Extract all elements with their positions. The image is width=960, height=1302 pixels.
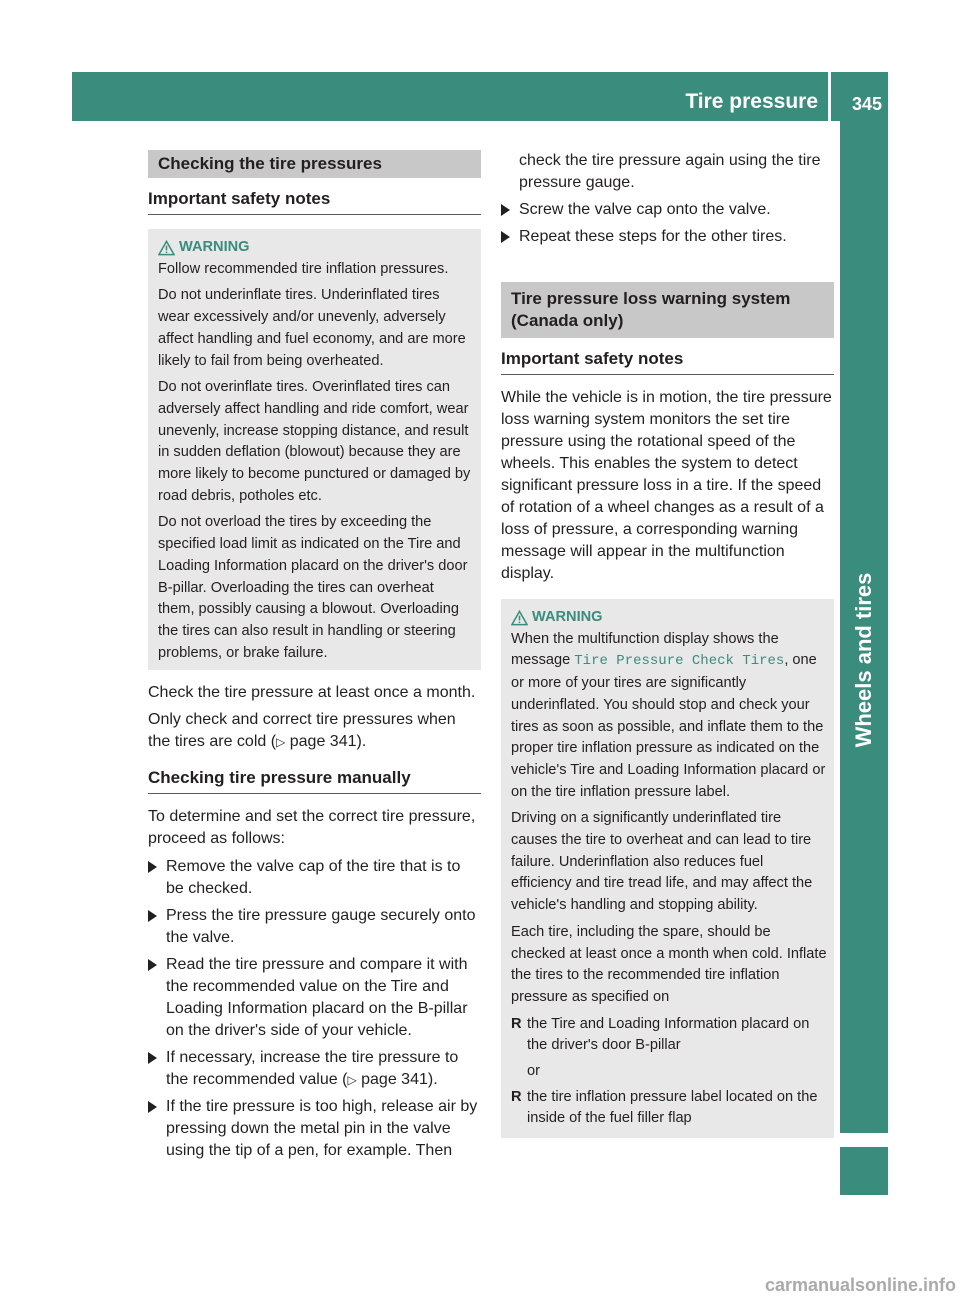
page-ref-arrow-icon: ▷ (276, 735, 286, 750)
warning-title (511, 607, 827, 629)
step-list (501, 199, 834, 248)
step-text: Press the tire pressure gauge securely onto the valve. (166, 907, 476, 947)
paragraph-intro: To determine and set the correct tire pressure, proceed as follows: (148, 808, 476, 848)
bullet-text: the Tire and Loading Information placard on the driver's door B-pillar (527, 1015, 810, 1054)
warning-paragraph: Do not overload the tires by exceeding the specified load limit as indicated on the Tire and Loading Information placard on the driver's door B-pillar. Overloading the tires can overheat them, possibly causing a blowout. Overloading the tires can also result in handling or steering problems, or brake failure. (158, 514, 468, 661)
step-arrow-icon (148, 910, 157, 922)
page-number: 345 (851, 94, 882, 114)
step-item (148, 954, 481, 1042)
warning-title (158, 237, 474, 259)
warning-title-text: WARNING (179, 239, 250, 255)
page-reference-link[interactable]: page 341). (289, 733, 367, 751)
subhead-safety-notes: Important safety notes (501, 348, 834, 375)
step-text: Read the tire pressure and compare it with the recommended value on the Tire and Loading Information placard on the B-pillar on the driver's side of your vehicle. (166, 956, 468, 1040)
step-item (148, 905, 481, 949)
header-title: Tire pressure (685, 90, 818, 113)
warning-triangle-icon (511, 610, 528, 626)
step-arrow-icon (148, 1052, 157, 1064)
warning-paragraph: Do not underinflate tires. Underinflated tires wear excessively and/or unevenly, adversely affect handling and fuel economy, and are more likely to fail from being overheated. (158, 287, 466, 369)
bullet-icon: R (511, 1015, 522, 1032)
warning-title-text: WARNING (532, 609, 603, 625)
warning-triangle-icon (158, 240, 175, 256)
step-arrow-icon (501, 204, 510, 216)
step-list (148, 856, 481, 1162)
warning-box-right (501, 599, 834, 1138)
step-continuation: check the tire pressure again using the tire pressure gauge. (519, 152, 821, 191)
page-ref-arrow-icon: ▷ (347, 1073, 357, 1088)
step-text: Remove the valve cap of the tire that is to be checked. (166, 858, 461, 898)
paragraph-check-monthly: Check the tire pressure at least once a month. (148, 684, 476, 702)
display-message-code: Tire Pressure Check Tires (574, 653, 785, 670)
bullet-or: or (527, 1063, 540, 1080)
section-title-checking: Checking the tire pressures (148, 150, 481, 178)
warning-paragraph: Do not overinflate tires. Overinflated tires can adversely affect handling and ride comfort, wear unevenly, increase stopping distance, and result in sudden deflation (blowout) because they are more likely to become punctured or damaged by road debris, potholes etc. (158, 379, 471, 504)
warning-text: When the multifunction display shows the message (511, 630, 779, 669)
step-arrow-icon (501, 231, 510, 243)
chapter-label: Wheels and tires (851, 572, 876, 748)
left-column (148, 150, 481, 1167)
warning-paragraph (511, 629, 827, 804)
section-title-loss-warning: Tire pressure loss warning system (Canada only) (501, 282, 834, 338)
bullet-icon: R (511, 1088, 522, 1105)
right-column (501, 150, 834, 1138)
step-item (148, 1047, 481, 1091)
header-separator (828, 72, 831, 121)
bullet-item (511, 1087, 827, 1130)
warning-paragraph: Follow recommended tire inflation pressures. (158, 260, 449, 277)
chapter-marker (840, 1147, 888, 1195)
watermark: carmanualsonline.info (764, 1275, 956, 1295)
warning-text: , one or more of your tires are significantly underinflated. You should stop and check your tires as soon as possible, and inflate them to the proper tire inflation pressure as indicated on the vehicle's Tire and Loading Information placard or on the tire inflation pressure label. (511, 652, 826, 800)
step-arrow-icon (148, 1101, 157, 1113)
step-text: If necessary, increase the tire pressure to the recommended value ( (166, 1049, 459, 1089)
step-text: Repeat these steps for the other tires. (519, 228, 787, 245)
step-item (501, 226, 834, 248)
step-text: Screw the valve cap onto the valve. (519, 201, 771, 218)
step-item (501, 199, 834, 221)
paragraph-system-description: While the vehicle is in motion, the tire pressure loss warning system monitors the set tire pressure using the rotational speed of the wheels. This enables the system to detect significant pressure loss in a tire. If the speed of rotation of a wheel changes as a result of a loss of pressure, a corresponding warning message will appear in the multifunction display. (501, 389, 832, 582)
step-text: If the tire pressure is too high, release air by pressing down the metal pin in the valve using the tip of a pen, for example. Then (166, 1098, 478, 1160)
step-arrow-icon (148, 861, 157, 873)
page-header-bar (72, 72, 888, 121)
warning-paragraph: Driving on a significantly underinflated tire causes the tire to overheat and can lead to tire failure. Underinflation also reduces fuel efficiency and tire tread life, and may affect the vehicle's handling and stopping ability. (511, 810, 813, 914)
page-reference-link[interactable]: page 341). (361, 1071, 438, 1089)
step-arrow-icon (148, 959, 157, 971)
step-item (148, 856, 481, 900)
step-item (148, 1096, 481, 1162)
paragraph-text: Only check and correct tire pressures when the tires are cold ( (148, 711, 456, 751)
bullet-item (511, 1014, 827, 1057)
warning-box-left (148, 229, 481, 670)
subhead-manual-check: Checking tire pressure manually (148, 767, 481, 794)
warning-paragraph: Each tire, including the spare, should be checked at least once a month when cold. Inflate the tires to the recommended tire inflation pressure as specified on (511, 923, 827, 1005)
bullet-text: the tire inflation pressure label located on the inside of the fuel filler flap (527, 1088, 818, 1127)
paragraph-cold-tires (148, 709, 481, 753)
subhead-safety-notes: Important safety notes (148, 188, 481, 215)
